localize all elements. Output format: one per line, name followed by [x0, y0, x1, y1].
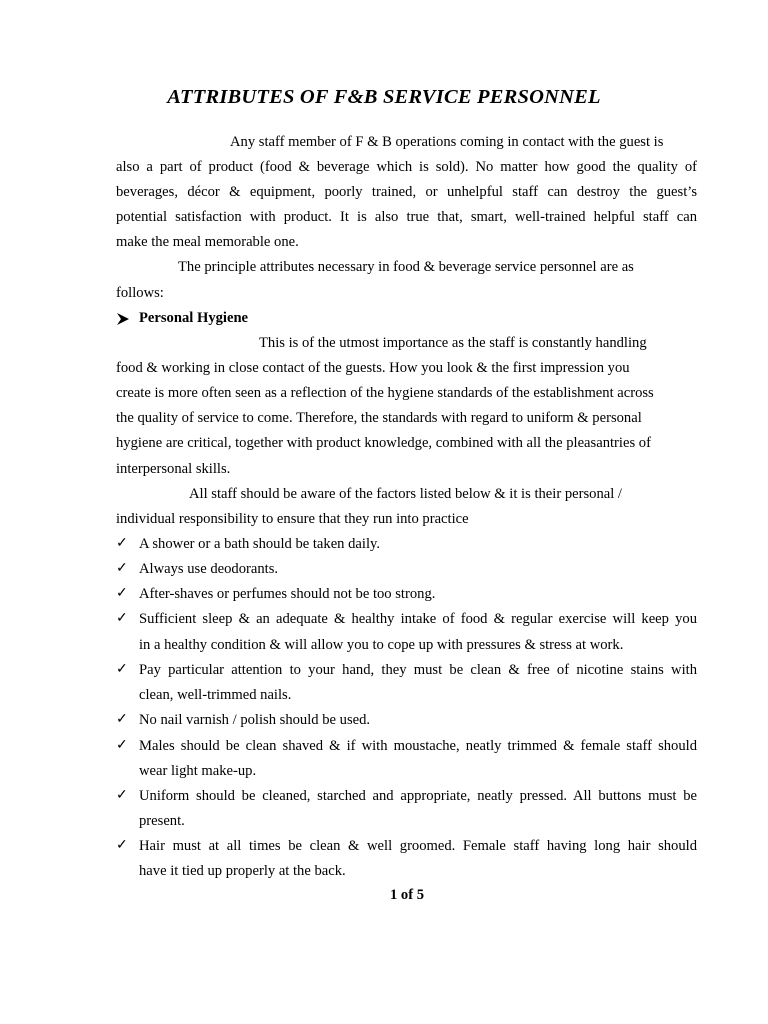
checklist-item-6: No nail varnish / polish should be used.	[139, 712, 371, 728]
hygiene-line-5: hygiene are critical, together with product knowledge, combined with all the pleasantries of	[116, 435, 651, 451]
checklist-item-4-line-2: in a healthy condition & will allow you to cope up with pressures & stress at work.	[139, 637, 624, 653]
section-heading-personal-hygiene: Personal Hygiene	[139, 310, 249, 326]
page-number: 1 of 5	[389, 887, 425, 903]
checkmark-icon: ✓	[116, 788, 128, 803]
checklist-item-3: After-shaves or perfumes should not be too strong.	[139, 586, 436, 602]
checklist-item-7-line-1: Males should be clean shaved & if with moustache, neatly trimmed & female staff should	[139, 738, 697, 754]
hygiene-line-1: This is of the utmost importance as the staff is constantly handling	[259, 335, 647, 351]
checklist-item-5-line-1: Pay particular attention to your hand, they must be clean & free of nicotine stains with	[139, 662, 697, 678]
staff-line-2: individual responsibility to ensure that they run into practice	[116, 511, 469, 527]
intro-line-3: beverages, décor & equipment, poorly trained, or unhelpful staff can destroy the guest’s	[116, 184, 697, 200]
arrow-bullet-icon	[116, 312, 130, 326]
intro-line-4: potential satisfaction with product. It is also true that, smart, well-trained helpful staff can	[116, 209, 697, 225]
checklist-item-8-line-1: Uniform should be cleaned, starched and appropriate, neatly pressed. All buttons must be	[139, 788, 697, 804]
checklist-item-2: Always use deodorants.	[139, 561, 279, 577]
principle-line-2: follows:	[116, 285, 164, 301]
checkmark-icon: ✓	[116, 738, 128, 753]
intro-line-1: Any staff member of F & B operations coming in contact with the guest is	[230, 134, 664, 150]
hygiene-line-2: food & working in close contact of the guests. How you look & the first impression you	[116, 360, 630, 376]
checkmark-icon: ✓	[116, 561, 128, 576]
hygiene-line-3: create is more often seen as a reflection of the hygiene standards of the establishment across	[116, 385, 654, 401]
checklist-item-8-line-2: present.	[139, 813, 185, 829]
checkmark-icon: ✓	[116, 662, 128, 677]
checklist-item-4-line-1: Sufficient sleep & an adequate & healthy intake of food & regular exercise will keep you	[139, 611, 697, 627]
checkmark-icon: ✓	[116, 838, 128, 853]
checklist-item-1: A shower or a bath should be taken daily.	[139, 536, 381, 552]
intro-line-2: also a part of product (food & beverage which is sold). No matter how good the quality of	[116, 159, 697, 175]
checklist-item-7-line-2: wear light make-up.	[139, 763, 257, 779]
staff-line-1: All staff should be aware of the factors listed below & it is their personal /	[189, 486, 622, 502]
checkmark-icon: ✓	[116, 712, 128, 727]
checklist-item-5-line-2: clean, well-trimmed nails.	[139, 687, 292, 703]
hygiene-line-4: the quality of service to come. Therefore, the standards with regard to uniform & personal	[116, 410, 642, 426]
checkmark-icon: ✓	[116, 611, 128, 626]
document-title: ATTRIBUTES OF F&B SERVICE PERSONNEL	[167, 86, 601, 108]
checklist-item-9-line-2: have it tied up properly at the back.	[139, 863, 346, 879]
checkmark-icon: ✓	[116, 586, 128, 601]
intro-line-5: make the meal memorable one.	[116, 234, 299, 250]
principle-line-1: The principle attributes necessary in food & beverage service personnel are as	[178, 259, 634, 275]
checklist-item-9-line-1: Hair must at all times be clean & well groomed. Female staff having long hair should	[139, 838, 697, 854]
checkmark-icon: ✓	[116, 536, 128, 551]
hygiene-line-6: interpersonal skills.	[116, 461, 231, 477]
